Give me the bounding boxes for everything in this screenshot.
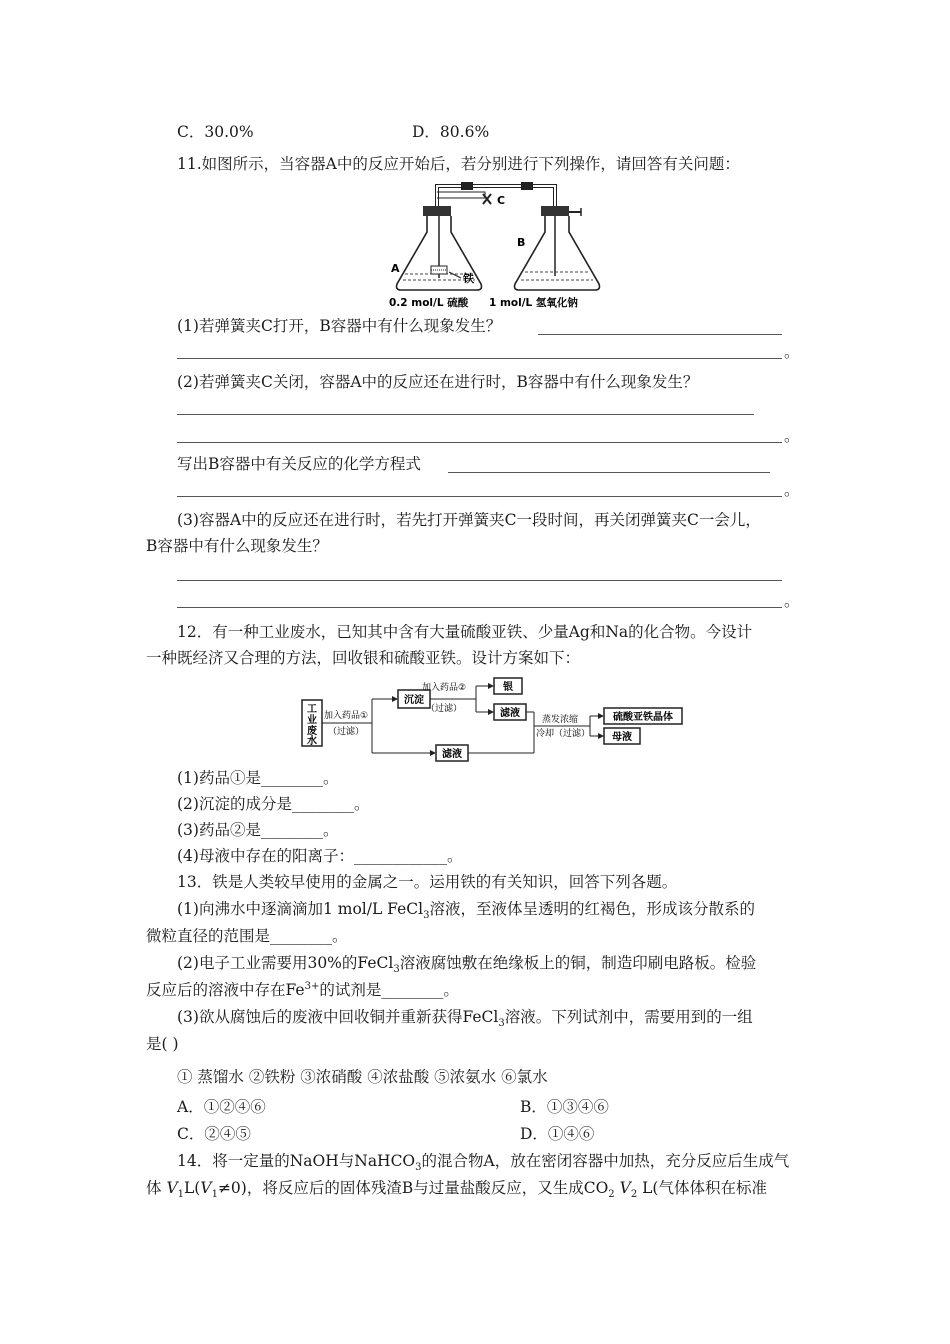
q11-label-sulfuric: 0.2 mol/L 硫酸: [389, 297, 469, 309]
q11-part3-answer-blank[interactable]: [177, 580, 782, 581]
q11-stem: 11.如图所示，当容器A中的反应开始后，若分别进行下列操作，请回答有关问题：: [177, 155, 740, 173]
flow-precip: 沉淀: [404, 695, 424, 706]
q11-period: 。: [784, 481, 800, 499]
q13-part2-line1: (2)电子工业需要用30%的FeCl$_3$溶液腐蚀敷在绝缘板上的铜，制造印刷电路板。检验: [177, 954, 757, 976]
q11-part3-answer-blank-2[interactable]: [177, 607, 782, 608]
q13-part3-line2: 是( ): [146, 1035, 179, 1053]
q11-label-c: C: [497, 194, 506, 207]
q11-apparatus-figure: [385, 180, 630, 310]
q12-part2: (2)沉淀的成分是________。: [177, 795, 370, 813]
q10-option-c: C．30.0%: [177, 123, 254, 141]
q11-period: 。: [784, 427, 800, 445]
q11-part1-answer-blank-2[interactable]: [177, 358, 782, 359]
q13-option-c: C．②④⑤: [177, 1125, 251, 1143]
flow-add1: 加入药品①: [324, 711, 369, 721]
q11-part3-line1: (3)容器A中的反应还在进行时，若先打开弹簧夹C一段时间，再关闭弹簧夹C一会儿，: [177, 511, 761, 529]
q13-part2-line2: 反应后的溶液中存在$Fe^{3+}$的试剂是________。: [146, 980, 459, 999]
flow-filtrate-bottom: 滤液: [442, 749, 462, 760]
q11-part3-line2: B容器中有什么现象发生？: [146, 537, 328, 555]
flow-filter-1: （过滤）: [328, 727, 365, 737]
q13-option-b: B．①③④⑥: [520, 1098, 609, 1116]
flow-waste-4: 水: [307, 736, 317, 747]
q11-part1: (1)若弹簧夹C打开，B容器中有什么现象发生？: [177, 317, 502, 335]
q11-period: 。: [784, 343, 800, 361]
q12-part4: (4)母液中存在的阳离子：____________。: [177, 847, 463, 865]
q11-label-a: A: [391, 262, 400, 275]
flow-crystal: 硫酸亚铁晶体: [613, 712, 673, 723]
flow-evap: 蒸发浓缩: [542, 715, 579, 725]
q13-part3-line1: (3)欲从腐蚀后的废液中回收铜并重新获得FeCl$_3$溶液。下列试剂中，需要用到的一组: [177, 1008, 753, 1030]
q13-reagents: ① 蒸馏水 ②铁粉 ③浓硝酸 ④浓盐酸 ⑤浓氨水 ⑥氯水: [177, 1068, 548, 1086]
flow-waste-2: 业: [307, 715, 317, 726]
q13-option-a: A．①②④⑥: [177, 1098, 266, 1116]
flow-filter-2: （过滤）: [426, 704, 463, 714]
q11-label-iron: 铁: [463, 272, 474, 285]
q12-part3: (3)药品②是________。: [177, 821, 339, 839]
q11-label-naoh: 1 mol/L 氢氧化钠: [489, 297, 578, 309]
q11-equation-blank[interactable]: [448, 472, 770, 473]
flow-cool: 冷却（过滤）: [536, 729, 591, 739]
q12-flowchart: [298, 676, 688, 762]
q11-clamp-c: [483, 194, 491, 204]
q10-option-d: D．80.6%: [412, 123, 490, 141]
q11-flask-b: [515, 216, 600, 290]
q12-part1: (1)药品①是________。: [177, 769, 339, 787]
q13-part1-line2: 微粒直径的范围是________。: [146, 927, 348, 945]
flow-mother: 母液: [612, 732, 632, 743]
flow-silver: 银: [503, 682, 513, 693]
q11-label-b: B: [517, 236, 526, 249]
q11-part2-answer-blank[interactable]: [177, 414, 754, 415]
flow-waste-3: 废: [307, 726, 317, 737]
q11-part2-answer-blank-2[interactable]: [177, 442, 782, 443]
q12-stem-line1: 12．有一种工业废水，已知其中含有大量硫酸亚铁、少量Ag和Na的化合物。今设计: [177, 623, 753, 641]
q11-equation-blank-2[interactable]: [177, 496, 782, 497]
q13-option-d: D．①④⑥: [520, 1125, 595, 1143]
q13-part1-line1: (1)向沸水中逐滴滴加1 mol/L FeCl$_3$溶液，至液体呈透明的红褐色，形成该分散系的: [177, 900, 755, 922]
flow-waste-1: 工: [307, 704, 317, 715]
q13-stem: 13．铁是人类较早使用的金属之一。运用铁的有关知识，回答下列各题。: [177, 873, 678, 891]
q11-equation-prompt: 写出B容器中有关反应的化学方程式: [177, 455, 421, 473]
q11-part1-answer-blank[interactable]: [538, 334, 782, 335]
flow-add2: 加入药品②: [422, 683, 467, 693]
flow-filtrate-top: 滤液: [500, 708, 520, 719]
q12-stem-line2: 一种既经济又合理的方法，回收银和硫酸亚铁。设计方案如下：: [146, 649, 581, 667]
q11-period: 。: [784, 592, 800, 610]
q11-part2: (2)若弹簧夹C关闭，容器A中的反应还在进行时，B容器中有什么现象发生？: [177, 373, 699, 391]
q11-tube: [437, 186, 555, 208]
q14-line1: 14．将一定量的NaOH与NaHCO$_3$的混合物A，放在密闭容器中加热，充分反应后生成气: [177, 1152, 790, 1174]
q14-line2: 体 $V_1L(V_1\ne 0)$，将反应后的固体残渣B与过量盐酸反应，又生成$CO_2$ $V_2$ L(气体体积在标准: [146, 1179, 767, 1201]
